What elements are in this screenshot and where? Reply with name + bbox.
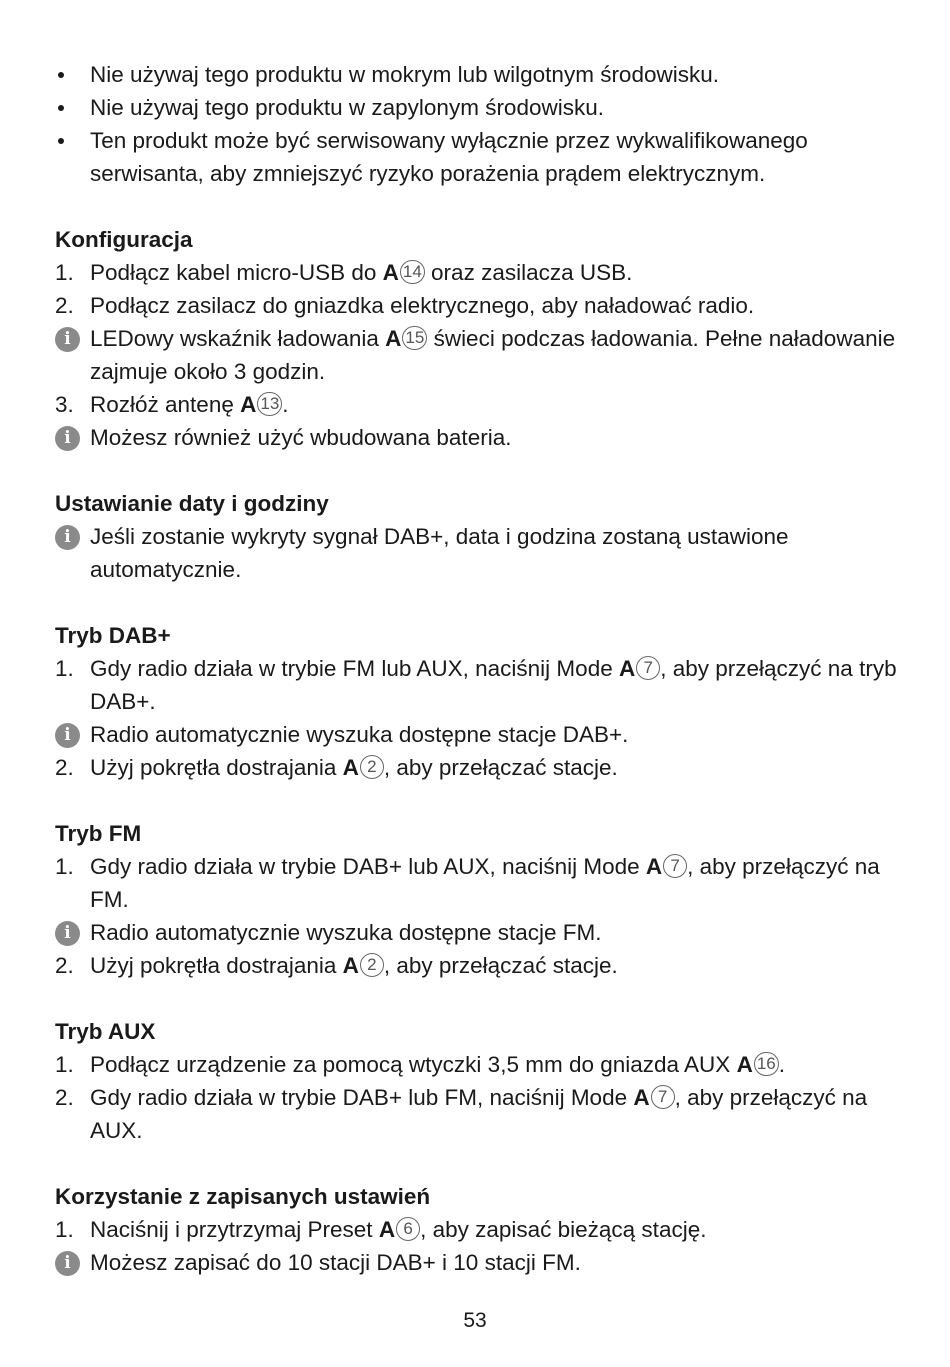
step-number: 1.	[55, 656, 74, 681]
bullet-text: Ten produkt może być serwisowany wyłącznie przez wykwalifikowanego serwisanta, aby zmniejszyć ryzyko porażenia prądem elektrycznym.	[90, 128, 808, 186]
bullet-text: Nie używaj tego produktu w mokrym lub wilgotnym środowisku.	[90, 62, 719, 87]
step-text: Użyj pokrętła dostrajania	[90, 953, 343, 978]
note-text: Możesz zapisać do 10 stacji DAB+ i 10 stacji FM.	[90, 1250, 581, 1275]
figure-ref-letter: A	[736, 1052, 753, 1077]
info-note	[0, 1246, 950, 1279]
step-text: , aby przełączać stacje.	[383, 953, 618, 978]
info-icon: i	[55, 426, 80, 451]
step-item	[0, 850, 950, 916]
part-number-badge: 7	[636, 656, 660, 680]
step-number: 2.	[55, 755, 74, 780]
info-icon: i	[55, 723, 80, 748]
step-text: Gdy radio działa w trybie DAB+ lub AUX, naciśnij Mode	[90, 854, 646, 879]
part-number-badge: 13	[257, 392, 282, 416]
info-note	[0, 718, 950, 751]
part-number-badge: 16	[754, 1052, 779, 1076]
step-text: , aby przełączyć na FM.	[90, 854, 880, 912]
figure-ref-letter: A	[240, 392, 257, 417]
bullet-item	[0, 58, 950, 91]
step-item	[0, 289, 950, 322]
info-icon: i	[55, 525, 80, 550]
info-icon: i	[55, 1251, 80, 1276]
part-number-badge: 2	[360, 953, 384, 977]
info-note	[0, 322, 950, 388]
figure-ref-letter: A	[645, 854, 663, 879]
note-text: Radio automatycznie wyszuka dostępne stacje DAB+.	[90, 722, 629, 747]
manual-page	[0, 58, 950, 1279]
note-text: LEDowy wskaźnik ładowania	[90, 326, 386, 351]
info-note	[0, 421, 950, 454]
section-heading-date-time: Ustawianie daty i godziny	[55, 491, 329, 516]
step-text: Użyj pokrętła dostrajania	[90, 755, 343, 780]
step-item	[0, 256, 950, 289]
note-text: Możesz również użyć wbudowana bateria.	[90, 425, 512, 450]
step-text: oraz zasilacza USB.	[424, 260, 633, 285]
section-heading-konfiguracja: Konfiguracja	[55, 227, 193, 252]
part-number-badge: 14	[400, 260, 425, 284]
part-number-badge: 15	[402, 326, 427, 350]
step-text: .	[282, 392, 289, 417]
figure-ref-letter: A	[633, 1085, 650, 1110]
note-text: Jeśli zostanie wykryty sygnał DAB+, data i godzina zostaną ustawione automatycznie.	[90, 524, 789, 582]
step-text: Rozłóż antenę	[90, 392, 241, 417]
step-number: 2.	[55, 953, 74, 978]
section-heading-aux: Tryb AUX	[55, 1019, 156, 1044]
note-text: Radio automatycznie wyszuka dostępne stacje FM.	[90, 920, 602, 945]
section-heading-presets: Korzystanie z zapisanych ustawień	[55, 1184, 431, 1209]
info-icon: i	[55, 327, 80, 352]
step-text: Naciśnij i przytrzymaj Preset	[90, 1217, 379, 1242]
section-heading-dab: Tryb DAB+	[55, 623, 171, 648]
page-number: 53	[463, 1309, 487, 1332]
info-note	[0, 916, 950, 949]
step-item	[0, 388, 950, 421]
step-text: Podłącz urządzenie za pomocą wtyczki 3,5 mm do gniazda AUX	[90, 1052, 737, 1077]
step-number: 2.	[55, 1085, 74, 1110]
bullet-dot-icon	[58, 105, 64, 111]
step-text: , aby przełączyć na AUX.	[90, 1085, 868, 1143]
step-text: , aby zapisać bieżącą stację.	[420, 1217, 707, 1242]
step-text: Gdy radio działa w trybie FM lub AUX, naciśnij Mode	[90, 656, 619, 681]
part-number-badge: 6	[396, 1217, 420, 1241]
step-number: 1.	[55, 854, 74, 879]
figure-ref-letter: A	[385, 326, 402, 351]
figure-ref-letter: A	[618, 656, 636, 681]
figure-ref-letter: A	[382, 260, 399, 285]
step-number: 1.	[55, 1052, 74, 1077]
bullet-dot-icon	[58, 72, 64, 78]
part-number-badge: 2	[360, 755, 384, 779]
info-icon: i	[55, 921, 80, 946]
step-text: Gdy radio działa w trybie DAB+ lub FM, naciśnij Mode	[90, 1085, 634, 1110]
section-heading-fm: Tryb FM	[55, 821, 142, 846]
step-text: , aby przełączać stacje.	[383, 755, 618, 780]
part-number-badge: 7	[651, 1085, 675, 1109]
step-item	[0, 652, 950, 718]
bullet-item	[0, 91, 950, 124]
step-item	[0, 1213, 950, 1246]
step-item	[0, 751, 950, 784]
step-number: 3.	[55, 392, 74, 417]
step-text: .	[778, 1052, 786, 1077]
step-number: 2.	[55, 293, 74, 318]
figure-ref-letter: A	[342, 755, 359, 780]
figure-ref-letter: A	[342, 953, 359, 978]
bullet-dot-icon	[58, 138, 64, 144]
bullet-text: Nie używaj tego produktu w zapylonym środowisku.	[90, 95, 604, 120]
step-number: 1.	[55, 260, 74, 285]
step-item	[0, 1081, 950, 1147]
step-number: 1.	[55, 1217, 74, 1242]
step-item	[0, 949, 950, 982]
step-text: Podłącz kabel micro-USB do	[90, 260, 383, 285]
step-text: Podłącz zasilacz do gniazdka elektrycznego, aby naładować radio.	[90, 293, 755, 318]
step-text: , aby przełączyć na tryb DAB+.	[90, 656, 897, 714]
part-number-badge: 7	[663, 854, 687, 878]
info-note	[0, 520, 950, 586]
step-item	[0, 1048, 950, 1081]
figure-ref-letter: A	[378, 1217, 396, 1242]
note-text: świeci podczas ładowania. Pełne naładowanie zajmuje około 3 godzin.	[90, 326, 896, 384]
bullet-item	[0, 124, 950, 190]
